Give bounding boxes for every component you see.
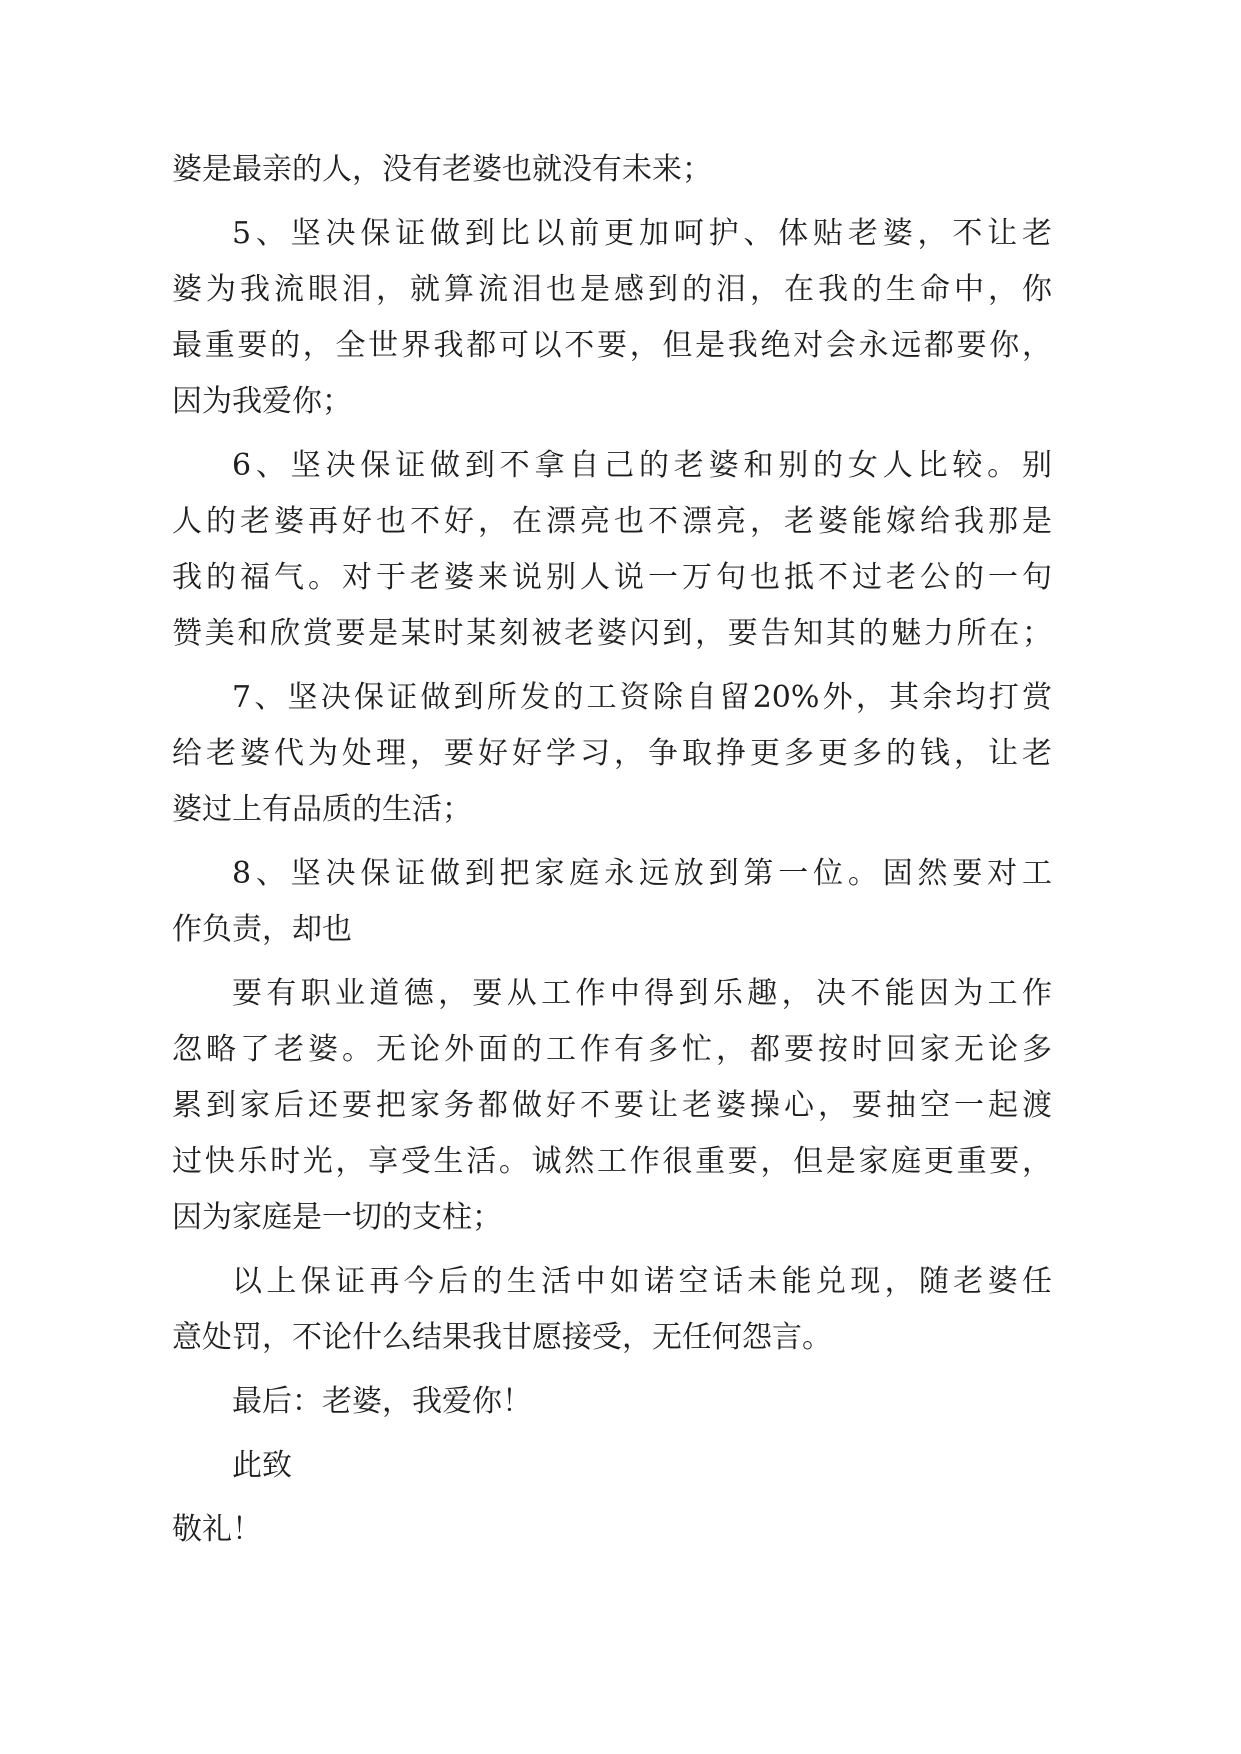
text-line: 给老婆代为处理，要好好学习，争取挣更多更多的钱，让老 bbox=[172, 736, 1052, 771]
text-line: 此致 bbox=[232, 1448, 292, 1483]
text-line: 意处罚，不论什么结果我甘愿接受，无任何怨言。 bbox=[172, 1320, 832, 1355]
text-line: 以上保证再今后的生活中如诺空话未能兑现，随老婆任 bbox=[232, 1264, 1052, 1299]
pledge-item-5 bbox=[172, 206, 1052, 430]
penalty-clause bbox=[172, 1254, 1052, 1366]
text-line: 因为我爱你； bbox=[172, 384, 352, 419]
pledge-item-7 bbox=[172, 670, 1052, 838]
text-line: 人的老婆再好也不好，在漂亮也不漂亮，老婆能嫁给我那是 bbox=[172, 504, 1052, 539]
text-line: 7、坚决保证做到所发的工资除自留20%外，其余均打赏 bbox=[232, 680, 1052, 715]
text-line: 赞美和欣赏要是某时某刻被老婆闪到，要告知其的魅力所在； bbox=[172, 616, 1052, 651]
pledge-item-8-continued bbox=[172, 966, 1052, 1246]
pledge-item-8 bbox=[172, 846, 1052, 958]
previous-item-ending bbox=[172, 142, 1052, 198]
text-line: 5、坚决保证做到比以前更加呵护、体贴老婆，不让老 bbox=[232, 216, 1052, 251]
text-line: 最后：老婆，我爱你！ bbox=[232, 1384, 532, 1419]
text-line: 我的福气。对于老婆来说别人说一万句也抵不过老公的一句 bbox=[172, 560, 1052, 595]
text-line: 要有职业道德，要从工作中得到乐趣，决不能因为工作 bbox=[232, 976, 1052, 1011]
final-words bbox=[172, 1374, 1052, 1430]
closing-salutation bbox=[172, 1438, 1052, 1494]
text-line: 忽略了老婆。无论外面的工作有多忙，都要按时回家无论多 bbox=[172, 1032, 1052, 1067]
text-line: 8、坚决保证做到把家庭永远放到第一位。固然要对工 bbox=[232, 856, 1052, 891]
text-line: 6、坚决保证做到不拿自己的老婆和别的女人比较。别 bbox=[232, 448, 1052, 483]
text-line: 婆为我流眼泪，就算流泪也是感到的泪，在我的生命中，你 bbox=[172, 272, 1052, 307]
regards bbox=[172, 1502, 1052, 1558]
text-line: 因为家庭是一切的支柱； bbox=[172, 1200, 502, 1235]
document-body bbox=[172, 142, 1052, 1558]
pledge-item-6 bbox=[172, 438, 1052, 662]
text-line: 最重要的，全世界我都可以不要，但是我绝对会永远都要你， bbox=[172, 328, 1052, 363]
text-line: 过快乐时光，享受生活。诚然工作很重要，但是家庭更重要， bbox=[172, 1144, 1052, 1179]
text-line: 婆过上有品质的生活； bbox=[172, 792, 472, 827]
text-line: 婆是最亲的人，没有老婆也就没有未来； bbox=[172, 152, 712, 187]
text-line: 敬礼！ bbox=[172, 1512, 262, 1547]
text-line: 累到家后还要把家务都做好不要让老婆操心，要抽空一起渡 bbox=[172, 1088, 1052, 1123]
text-line: 作负责，却也 bbox=[172, 912, 352, 947]
